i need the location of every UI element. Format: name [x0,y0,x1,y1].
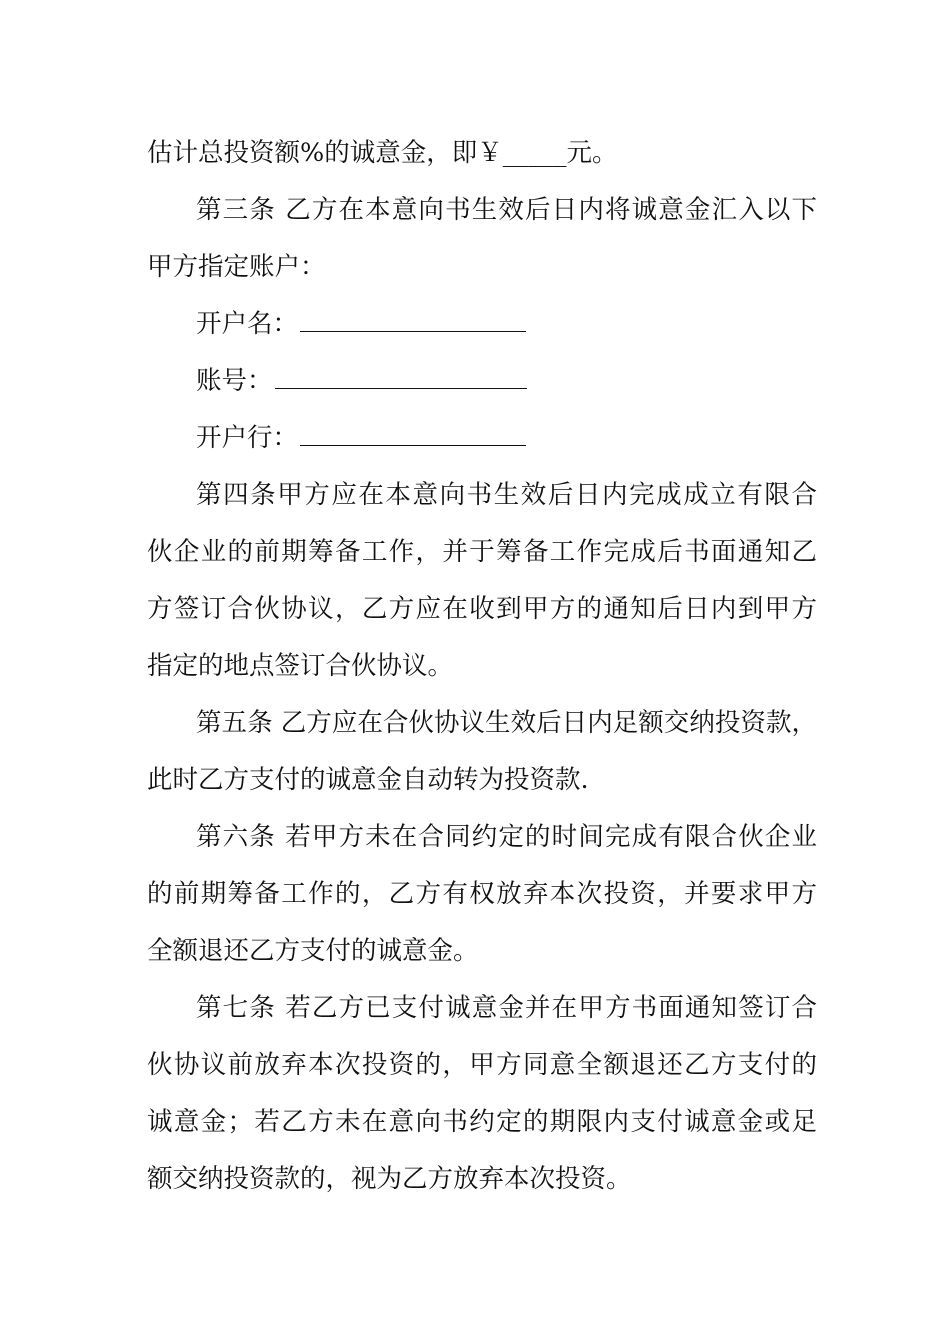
account-number-label: 账号： [196,366,273,396]
clause-7-line-2: 伙协议前放弃本次投资的，甲方同意全额退还乙方支付的 [147,1050,817,1080]
clause-5-line-2: 此时乙方支付的诚意金自动转为投资款. [147,765,589,795]
clause-7-line-4: 额交纳投资款的，视为乙方放弃本次投资。 [147,1164,632,1194]
text-line: 估计总投资额%的诚意金，即￥_____元。 [147,138,618,168]
clause-4-line-3: 方签订合伙协议，乙方应在收到甲方的通知后日内到甲方 [147,594,817,624]
bank-label: 开户行： [196,423,299,453]
clause-6-line-1: 第六条 若甲方未在合同约定的时间完成有限合伙企业 [196,822,817,852]
clause-4-line-2: 伙企业的前期筹备工作，并于筹备工作完成后书面通知乙 [147,537,817,567]
account-name-row [196,307,817,341]
clause-3-line-2: 甲方指定账户： [147,252,326,282]
clause-6-line-3: 全额退还乙方支付的诚意金。 [147,936,479,966]
clause-3-line-1: 第三条 乙方在本意向书生效后日内将诚意金汇入以下 [196,195,817,225]
bank-blank [300,423,526,446]
clause-4-line-4: 指定的地点签订合伙协议。 [147,651,454,681]
account-number-blank [275,366,527,389]
account-number-row [196,364,817,398]
account-name-blank [300,309,526,332]
clause-7-line-3: 诚意金；若乙方未在意向书约定的期限内支付诚意金或足 [147,1107,817,1137]
clause-7-line-1: 第七条 若乙方已支付诚意金并在甲方书面通知签订合 [196,993,817,1023]
clause-4-line-1: 第四条甲方应在本意向书生效后日内完成成立有限合 [196,480,817,510]
account-name-label: 开户名： [196,309,299,339]
clause-5-line-1: 第五条 乙方应在合伙协议生效后日内足额交纳投资款， [196,708,817,738]
clause-6-line-2: 的前期筹备工作的，乙方有权放弃本次投资，并要求甲方 [147,879,817,909]
bank-row [196,421,817,455]
